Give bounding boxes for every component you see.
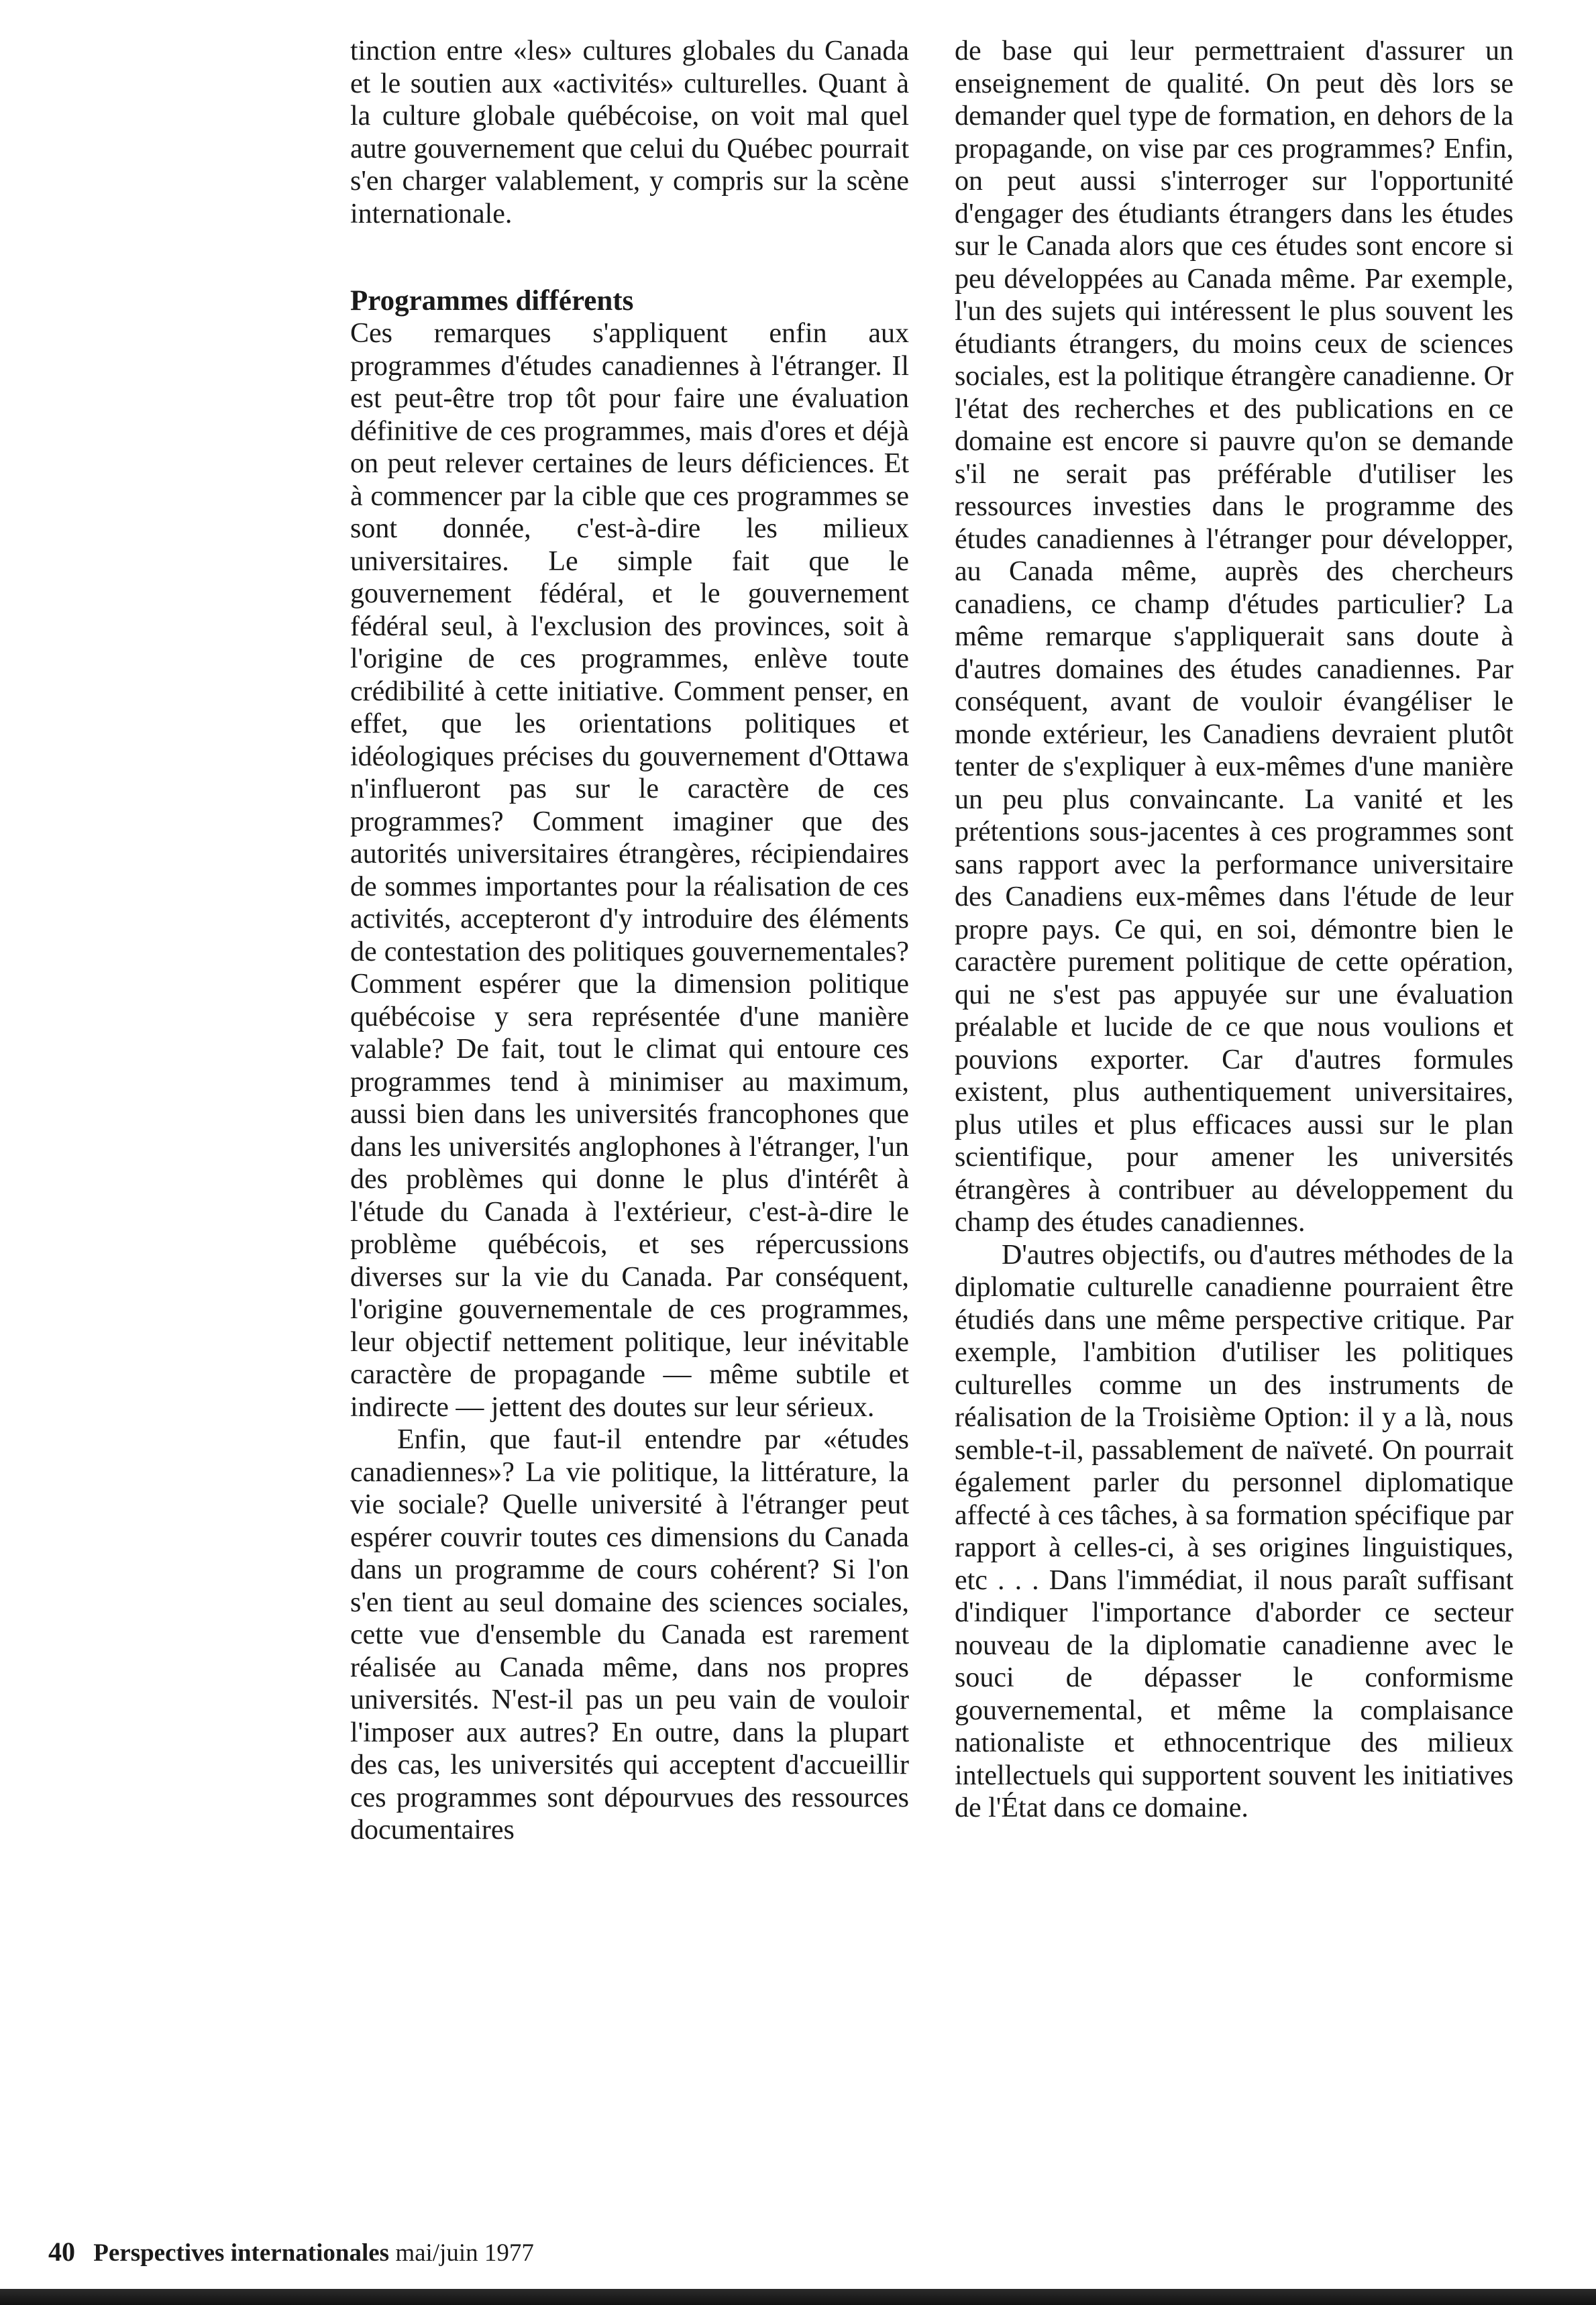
body-paragraph: D'autres objectifs, ou d'autres méthodes de la diplomatie culturelle canadienne pourraient être étudiés dans une même perspective critique. Par exemple, l'ambition d'utiliser les politiques culturelles comme un des instruments de réalisation de la Troisième Option: il y a là, nous semble-t-il, passablement de naïveté. On pourrait également parler du personnel diplomatique affecté à ces tâches, à sa formation spécifique par rapport à celles-ci, à ses origines linguistiques, etc . . . Dans l'immédiat, il nous paraît suffisant d'indiquer l'importance d'aborder ce secteur nouveau de la diplomatie canadienne avec le souci de dépasser le conformisme gouvernemental, et même la complaisance nationaliste et ethnocentrique des milieux intellectuels qui supportent souvent les initiatives de l'État dans ce domaine.: [955, 1239, 1513, 1823]
body-paragraph: Ces remarques s'appliquent enfin aux programmes d'études canadiennes à l'étranger. Il est peut-être trop tôt pour faire une évaluation définitive de ces programmes, mais d'ores et déjà on peut relever certaines de leurs déficiences. Et à commencer par la cible que ces programmes se sont donnée, c'est-à-dire les milieux universitaires. Le simple fait que le gouvernement fédéral, et le gouvernement fédéral seul, à l'exclusion des provinces, soit à l'origine de ces programmes, enlève toute crédibilité à cette initiative. Comment penser, en effet, que les orientations politiques et idéologiques précises du gouvernement d'Ottawa n'influeront pas sur le caractère de ces programmes? Comment imaginer que des autorités universitaires étrangères, récipiendaires de sommes importantes pour la réalisation de ces activités, accepteront d'y introduire des éléments de contestation des politiques gouvernementales? Comment espérer que la dimension politique québécoise y sera représentée d'une manière valable? De fait, tout le climat qui entoure ces programmes tend à minimiser au maximum, aussi bien dans les universités francophones que dans les universités anglophones à l'étranger, l'un des problèmes qui donne le plus d'intérêt à l'étude du Canada à l'extérieur, c'est-à-dire le problème québécois, et ses répercussions diverses sur la vie du Canada. Par conséquent, l'origine gouvernementale de ces programmes, leur objectif nettement politique, leur inévitable caractère de propagande — même subtile et indirecte — jettent des doutes sur leur sérieux.: [350, 318, 909, 1423]
page-number: 40: [48, 2237, 75, 2267]
page-footer: [48, 2239, 534, 2267]
bottom-rule: [0, 2285, 1596, 2305]
body-paragraph: de base qui leur permettraient d'assurer un enseignement de qualité. On peut dès lors se demander quel type de formation, en dehors de la propagande, on vise par ces programmes? Enfin, on peut aussi s'interroger sur l'opportunité d'engager des étudiants étrangers dans les études sur le Canada alors que ces études sont encore si peu développées au Canada même. Par exemple, l'un des sujets qui intéressent le plus souvent les étudiants étrangers, du moins ceux de sciences sociales, est la politique étrangère canadienne. Or l'état des recherches et des publications en ce domaine est encore si pauvre qu'on se demande s'il ne serait pas préférable d'utiliser les ressources investies dans le programme des études canadiennes à l'étranger pour développer, au Canada même, auprès des chercheurs canadiens, ce champ d'études particulier? La même remarque s'appliquerait sans doute à d'autres domaines des études canadiennes. Par conséquent, avant de vouloir évangéliser le monde extérieur, les Canadiens devraient plutôt tenter de s'expliquer à eux-mêmes d'une manière un peu plus convaincante. La vanité et les prétentions sous-jacentes à ces programmes sont sans rapport avec la performance universitaire des Canadiens eux-mêmes dans l'étude de leur propre pays. Ce qui, en soi, démontre bien le caractère purement politique de cette opération, qui ne s'est pas appuyée sur une évaluation préalable et lucide de ce que nous voulions et pouvions exporter. Car d'autres formules existent, plus authentiquement universitaires, plus utiles et plus efficaces aussi sur le plan scientifique, pour amener les universités étrangères à contribuer au développement du champ des études canadiennes.: [955, 36, 1513, 1238]
section-heading: Programmes différents: [350, 285, 634, 317]
journal-title: Perspectives internationales: [93, 2239, 390, 2267]
body-paragraph: Enfin, que faut-il entendre par «études canadiennes»? La vie politique, la littérature, la vie sociale? Quelle université à l'étranger peut espérer couvrir toutes ces dimensions du Canada dans un programme de cours cohérent? Si l'on s'en tient au seul domaine des sciences sociales, cette vue d'ensemble du Canada est rarement réalisée au Canada même, dans nos propres universités. N'est-il pas un peu vain de vouloir l'imposer aux autres? En outre, dans la plupart des cas, les universités qui acceptent d'accueillir ces programmes sont dépourvues des ressources documentaires: [350, 1424, 909, 1845]
left-column: [350, 35, 909, 1847]
intro-paragraph: tinction entre «les» cultures globales du Canada et le soutien aux «activités» culturelles. Quant à la culture globale québécoise, on voit mal quel autre gouvernement que celui du Québec pourrait s'en charger valablement, y compris sur la scène internationale.: [350, 36, 909, 229]
issue-date: mai/juin 1977: [395, 2239, 534, 2267]
right-column: [955, 35, 1513, 1825]
